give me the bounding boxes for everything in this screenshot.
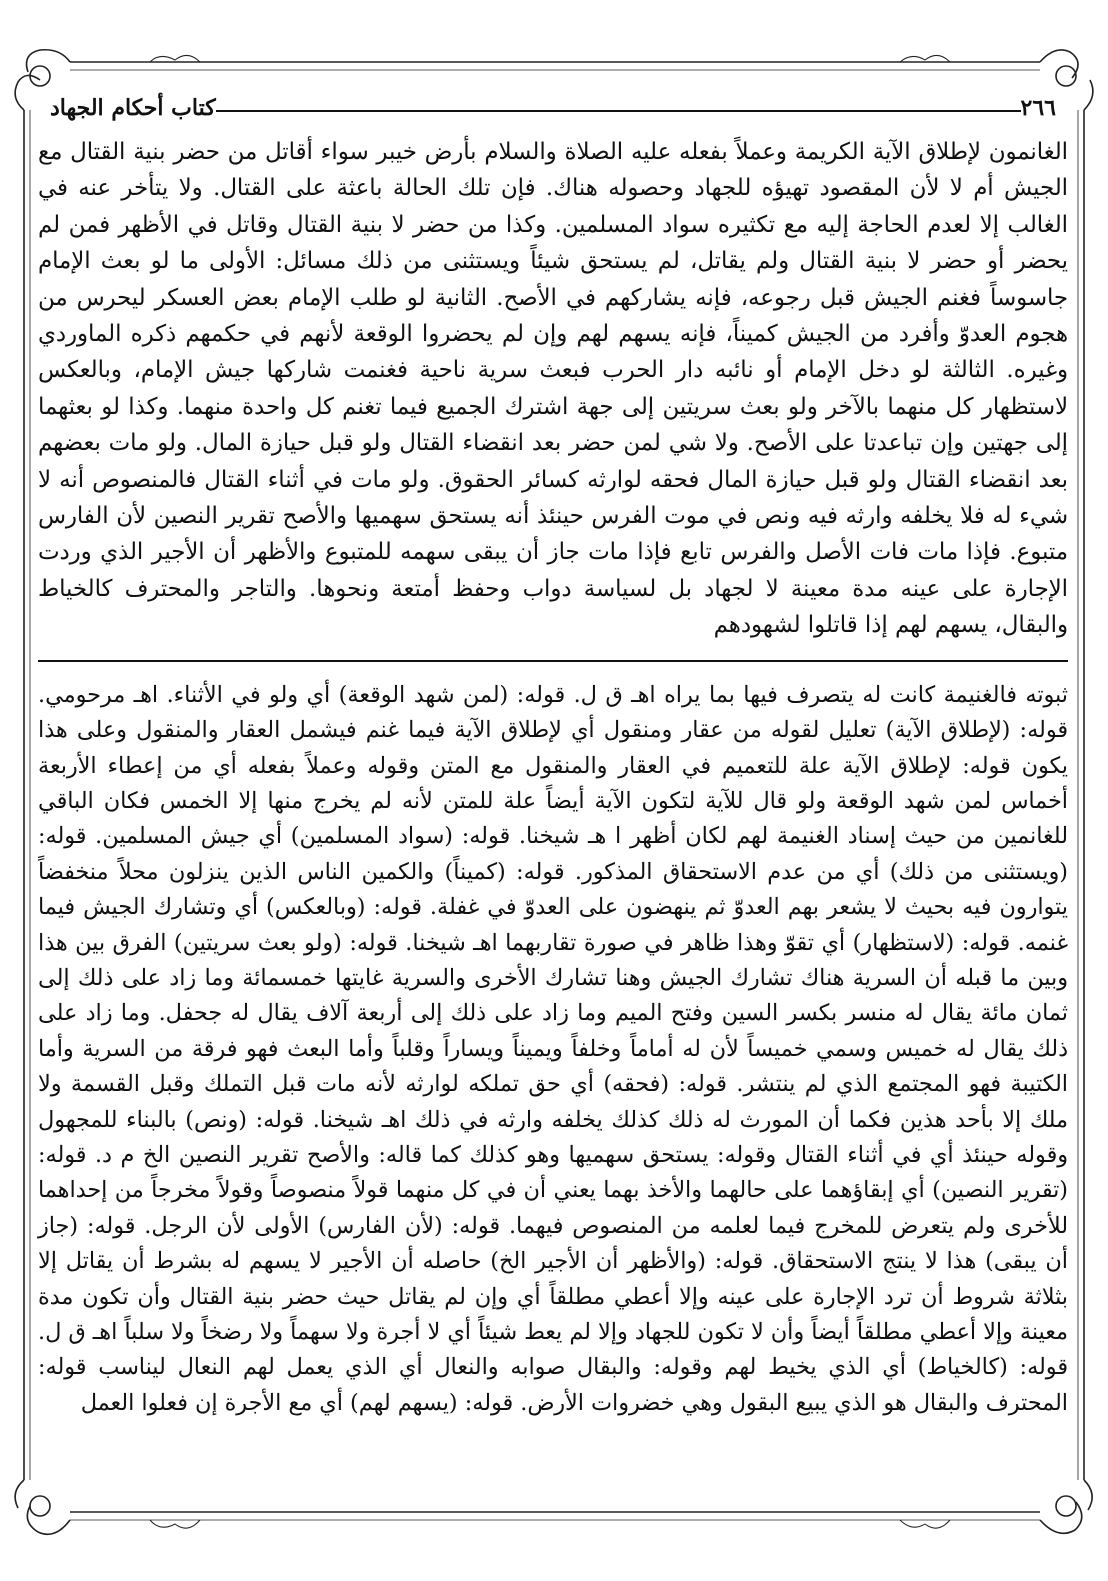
footnotes-block [38, 678, 1068, 1422]
main-text-block [38, 134, 1068, 644]
page-number: ٢٦٦ [1020, 95, 1056, 121]
main-text-paragraph: الغانمون لإطلاق الآية الكريمة وعملاً بفعله عليه الصلاة والسلام بأرض خيبر سواء أقاتل من حضر بنية القتال مع الجيش أم لا لأن المقصود تهيؤه للجهاد وحصوله هناك. فإن تلك الحالة باعثة على القتال. ولا يتأخر عنه في الغالب إلا لعدم الحاجة إليه مع تكثيره سواد المسلمين. وكذا من حضر لا بنية القتال وقاتل في الأظهر فمن لم يحضر أو حضر لا بنية القتال ولم يقاتل، لم يستحق شيئاً ويستثنى من ذلك مسائل: الأولى ما لو بعث الإمام جاسوساً فغنم الجيش قبل رجوعه، فإنه يشاركهم في الأصح. الثانية لو طلب الإمام بعض العسكر ليحرس من هجوم العدوّ وأفرد من الجيش كميناً، فإنه يسهم لهم وإن لم يحضروا الوقعة لأنهم في حكمهم ذكره الماوردي وغيره. الثالثة لو دخل الإمام أو نائبه دار الحرب فبعث سرية ناحية فغنمت شاركها جيش الإمام، وبالعكس لاستظهار كل منهما بالآخر ولو بعث سريتين إلى جهة اشترك الجميع فيما تغنم كل واحدة منهما. وكذا لو بعثهما إلى جهتين وإن تباعدتا على الأصح. ولا شي لمن حضر بعد انقضاء القتال ولو قبل حيازة المال. ولو مات بعضهم بعد انقضاء القتال ولو قبل حيازة المال فحقه لوارثه كسائر الحقوق. ولو مات في أثناء القتال فالمنصوص أنه لا شيء له فلا يخلفه وارثه فيه ونص في موت الفرس حينئذ أنه يستحق سهميها والأصح تقرير النصين لأن الفارس متبوع. فإذا مات فات الأصل والفرس تابع فإذا مات جاز أن يبقى سهمه للمتبوع والأظهر أن الأجير الذي وردت الإجارة على عينه مدة معينة لا لجهاد بل لسياسة دواب وحفظ أمتعة ونحوها. والتاجر والمحترف كالخياط والبقال، يسهم لهم إذا قاتلوا لشهودهم [38, 139, 1068, 639]
footnotes-paragraph: ثبوته فالغنيمة كانت له يتصرف فيها بما يراه اهـ ق ل. قوله: (لمن شهد الوقعة) أي ولو في الأثناء. اهـ مرحومي. قوله: (لإطلاق الآية) تعليل لقوله من عقار ومنقول أي لإطلاق الآية فيما غنم فيشمل العقار والمنقول وعلى هذا يكون قوله: لإطلاق الآية علة للتعميم في العقار والمنقول مع المتن وقوله وعملاً بفعله أي من إعطاء الأربعة أخماس لمن شهد الوقعة ولو قال للآية لتكون الآية أيضاً علة للمتن لأنه لم يخرج منها إلا الخمس فكان الباقي للغانمين من حيث إسناد الغنيمة لهم لكان أظهر ا هـ شيخنا. قوله: (سواد المسلمين) أي جيش المسلمين. قوله: (ويستثنى من ذلك) أي من عدم الاستحقاق المذكور. قوله: (كميناً) والكمين الناس الذين ينزلون محلاً منخفضاً يتوارون فيه بحيث لا يشعر بهم العدوّ ثم ينهضون على العدوّ في غفلة. قوله: (وبالعكس) أي وتشارك الجيش فيما غنمه. قوله: (لاستظهار) أي تقوّ وهذا ظاهر في صورة تقاربهما اهـ شيخنا. قوله: (ولو بعث سريتين) الفرق بين هذا وبين ما قبله أن السرية هناك تشارك الجيش وهنا تشارك الأخرى والسرية غايتها خمسمائة وما زاد على ذلك إلى ثمان مائة يقال له منسر بكسر السين وفتح الميم وما زاد على ذلك إلى أربعة آلاف يقال له جحفل. وما زاد على ذلك يقال له خميس وسمي خميساً لأن له أماماً وخلفاً ويميناً ويساراً وقلباً وأما البعث فهو فرقة من السرية وأما الكتيبة فهو المجتمع الذي لم ينتشر. قوله: (فحقه) أي حق تملكه لوارثه لأنه مات قبل التملك وقبل القسمة ولا ملك إلا بأحد هذين فكما أن المورث له ذلك كذلك يخلفه وارثه في ذلك اهـ شيخنا. قوله: (ونص) بالبناء للمجهول وقوله حينئذ أي في أثناء القتال وقوله: يستحق سهميها وهو كذلك كما قاله: والأصح تقرير النصين الخ م د. قوله: (تقرير النصين) أي إبقاؤهما على حالهما والأخذ بهما يعني أن في كل منهما قولاً منصوصاً وقولاً مخرجاً من إحداهما للأخرى ولم يتعرض للمخرج فيما لعلمه من المنصوص فيهما. قوله: (لأن الفارس) الأولى لأن الرجل. قوله: (جاز أن يبقى) هذا لا ينتج الاستحقاق. قوله: (والأظهر أن الأجير الخ) حاصله أن الأجير لا يسهم له بشرط أن يقاتل إلا بثلاثة شروط أن ترد الإجارة على عينه وإلا أعطي مطلقاً أي وإن لم يقاتل حيث حضر بنية القتال وأن تكون مدة معينة وإلا أعطي مطلقاً أيضاً وأن لا تكون للجهاد وإلا لم يعط شيئاً أي لا أجرة ولا سهماً ولا رضخاً ولا سلباً اهـ ق ل. قوله: (كالخياط) أي الذي يخيط لهم وقوله: والبقال صوابه والنعال أي الذي يعمل لهم النعال ليناسب قوله: المحترف والبقال هو الذي يبيع البقول وهي خضروات الأرض. قوله: (يسهم لهم) أي مع الأجرة إن فعلوا العمل [38, 681, 1068, 1416]
book-title: كتاب أحكام الجهاد [50, 95, 216, 121]
page-body [38, 84, 1068, 1484]
running-header [38, 84, 1068, 132]
footnote-separator [38, 660, 1068, 662]
header-rule [216, 110, 1021, 112]
